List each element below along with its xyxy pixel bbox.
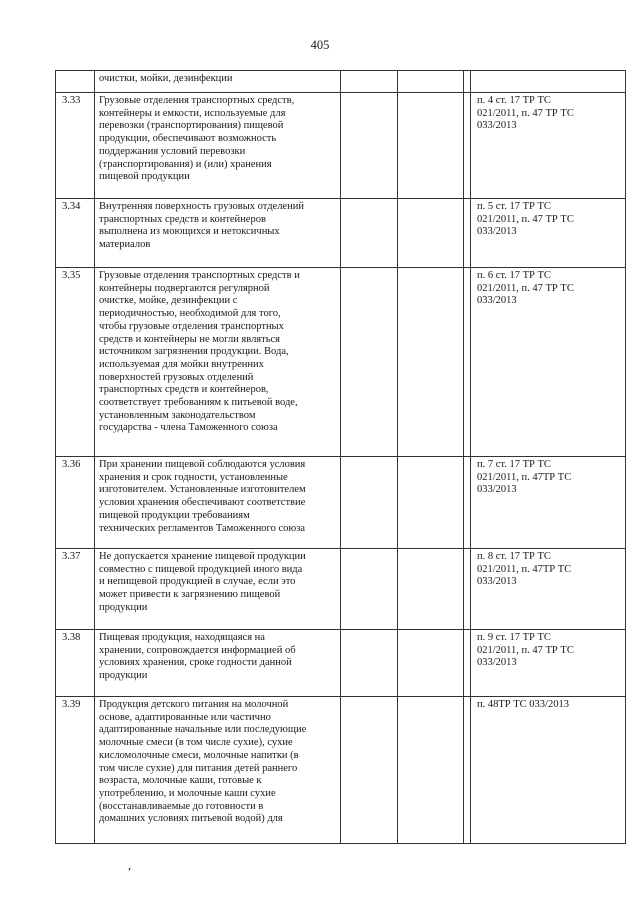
empty-cell <box>464 549 471 630</box>
empty-cell <box>398 268 464 457</box>
requirement-text: Внутренняя поверхность грузовых отделений транспортных средств и контейнеров выполнена из моющихся и нетоксичных материалов <box>95 199 341 268</box>
empty-cell <box>464 457 471 549</box>
requirement-text: Пищевая продукция, находящаяся на хранении, сопровождается информацией об условиях хранения, сроке годности данной продукции <box>95 630 341 697</box>
row-number: 3.34 <box>56 199 95 268</box>
regulation-reference <box>471 71 626 93</box>
requirement-text: Грузовые отделения транспортных средств, контейнеры и емкости, используемые для перевозки (транспортирования) пищевой продукции, обеспечивают возможность поддержания условий перевозки (транспортирования) и (или) хранения пищевой продукции <box>95 93 341 199</box>
requirement-text: очистки, мойки, дезинфекции <box>95 71 341 93</box>
empty-cell <box>341 630 398 697</box>
empty-cell <box>341 71 398 93</box>
regulation-reference: п. 5 ст. 17 ТР ТС 021/2011, п. 47 ТР ТС 033/2013 <box>471 199 626 268</box>
table-row <box>56 268 626 457</box>
row-number <box>56 71 95 93</box>
table-row <box>56 93 626 199</box>
regulation-reference: п. 48ТР ТС 033/2013 <box>471 697 626 844</box>
empty-cell <box>398 549 464 630</box>
requirement-text: При хранении пищевой соблюдаются условия хранения и срок годности, установленные изготовителем. Установленные изготовителем условия хранения обеспечивают соответствие пищевой продукции требованиям технических регламентов Таможенного союза <box>95 457 341 549</box>
row-number: 3.37 <box>56 549 95 630</box>
table-row <box>56 457 626 549</box>
empty-cell <box>464 199 471 268</box>
regulation-reference: п. 9 ст. 17 ТР ТС 021/2011, п. 47 ТР ТС 033/2013 <box>471 630 626 697</box>
empty-cell <box>341 199 398 268</box>
page-number: 405 <box>310 38 330 52</box>
table-row <box>56 199 626 268</box>
empty-cell <box>341 697 398 844</box>
requirement-text: Продукция детского питания на молочной основе, адаптированные или частично адаптированные начальные или последующие молочные смеси (в том числе сухие), сухие кисломолочные смеси, молочные напитки (в том числе сухие) для питания детей раннего возраста, молочные каши, готовые к употреблению, и молочные каши сухие (восстанавливаемые до готовности в домашних условиях питьевой водой) для <box>95 697 341 844</box>
table-row <box>56 630 626 697</box>
row-number: 3.33 <box>56 93 95 199</box>
regulation-reference: п. 4 ст. 17 ТР ТС 021/2011, п. 47 ТР ТС 033/2013 <box>471 93 626 199</box>
empty-cell <box>341 93 398 199</box>
empty-cell <box>464 268 471 457</box>
empty-cell <box>398 93 464 199</box>
empty-cell <box>341 457 398 549</box>
empty-cell <box>398 630 464 697</box>
empty-cell <box>398 697 464 844</box>
empty-cell <box>464 93 471 199</box>
empty-cell <box>464 697 471 844</box>
scan-mark: , <box>128 858 131 872</box>
row-number: 3.36 <box>56 457 95 549</box>
empty-cell <box>464 630 471 697</box>
empty-cell <box>398 71 464 93</box>
regulation-reference: п. 7 ст. 17 ТР ТС 021/2011, п. 47ТР ТС 033/2013 <box>471 457 626 549</box>
empty-cell <box>341 268 398 457</box>
requirement-text: Грузовые отделения транспортных средств и контейнеры подвергаются регулярной очистке, мойке, дезинфекции с периодичностью, необходимой для того, чтобы грузовые отделения транспортных средств и контейнеры не могли являться источником загрязнения продукции. Вода, используемая для мойки внутренних поверхностей грузовых отделений транспортных средств и контейнеров, соответствует требованиям к питьевой воде, установленным законодательством государства - члена Таможенного союза <box>95 268 341 457</box>
table-row <box>56 549 626 630</box>
empty-cell <box>341 549 398 630</box>
table-row <box>56 71 626 93</box>
table-row <box>56 697 626 844</box>
empty-cell <box>398 199 464 268</box>
regulation-reference: п. 8 ст. 17 ТР ТС 021/2011, п. 47ТР ТС 033/2013 <box>471 549 626 630</box>
requirement-text: Не допускается хранение пищевой продукции совместно с пищевой продукцией иного вида и непищевой продукцией в случае, если это может привести к загрязнению пищевой продукции <box>95 549 341 630</box>
row-number: 3.35 <box>56 268 95 457</box>
requirements-table <box>55 70 626 844</box>
empty-cell <box>464 71 471 93</box>
row-number: 3.39 <box>56 697 95 844</box>
regulation-reference: п. 6 ст. 17 ТР ТС 021/2011, п. 47 ТР ТС 033/2013 <box>471 268 626 457</box>
row-number: 3.38 <box>56 630 95 697</box>
empty-cell <box>398 457 464 549</box>
